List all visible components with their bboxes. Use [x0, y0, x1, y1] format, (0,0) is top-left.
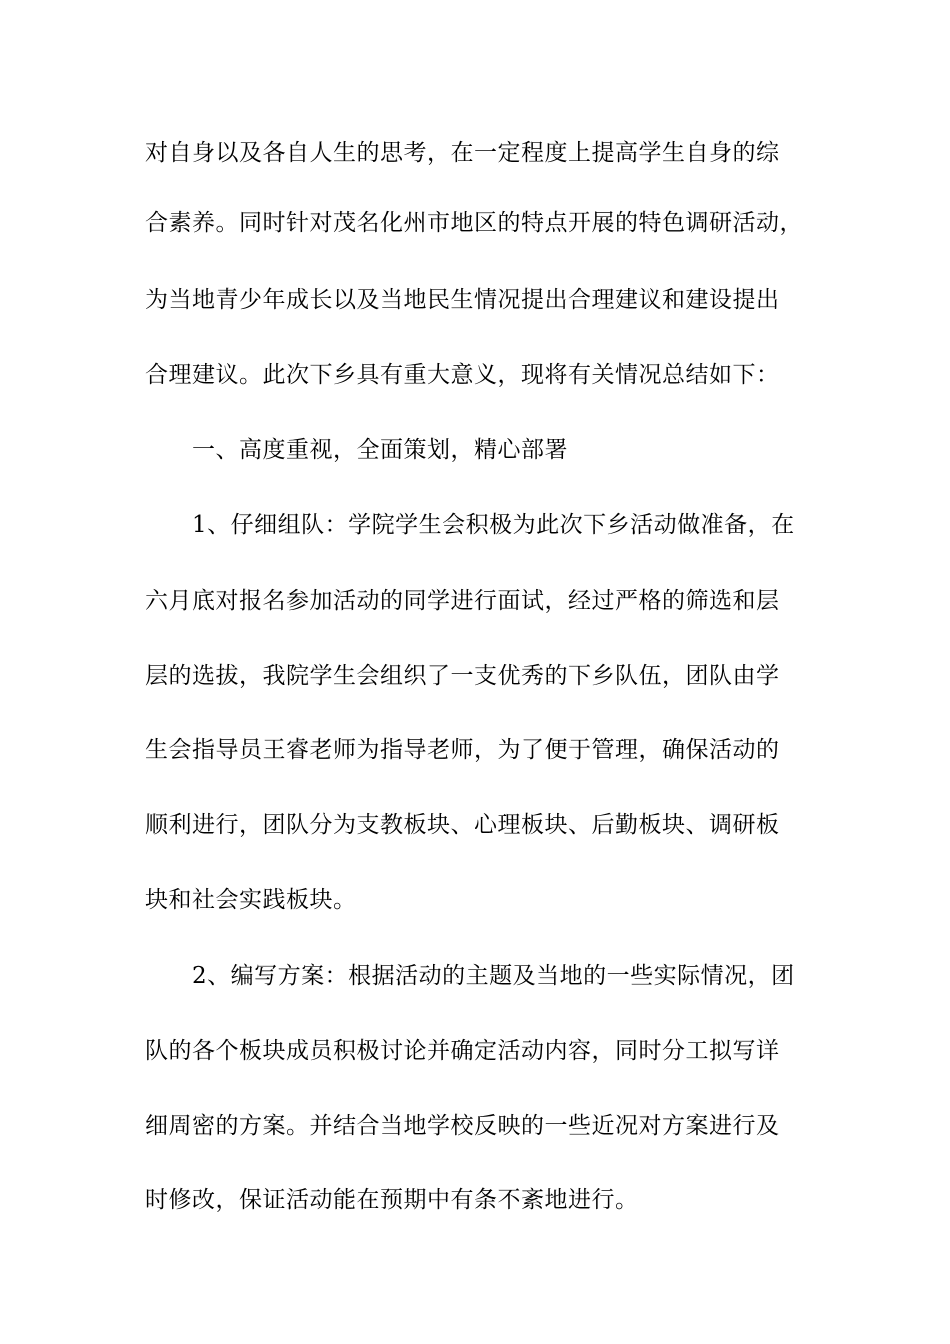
text-line: 六月底对报名参加活动的同学进行面试，经过严格的筛选和层	[145, 588, 780, 614]
text-line: 块和社会实践板块。	[145, 887, 357, 913]
text-line: 细周密的方案。并结合当地学校反映的一些近况对方案进行及	[145, 1113, 780, 1139]
text-line: 层的选拔，我院学生会组织了一支优秀的下乡队伍，团队由学	[145, 663, 780, 689]
text-line: 合素养。同时针对茂名化州市地区的特点开展的特色调研活动，	[145, 210, 803, 236]
text-line: 合理建议。此次下乡具有重大意义，现将有关情况总结如下：	[145, 362, 780, 388]
text-line: 对自身以及各自人生的思考，在一定程度上提高学生自身的综	[145, 140, 780, 166]
section-heading: 一、高度重视，全面策划，精心部署	[145, 437, 568, 463]
text-line: 1、仔细组队：学院学生会积极为此次下乡活动做准备，在	[145, 512, 795, 538]
text-line: 生会指导员王睿老师为指导老师，为了便于管理，确保活动的	[145, 737, 780, 763]
text-line: 队的各个板块成员积极讨论并确定活动内容，同时分工拟写详	[145, 1038, 780, 1064]
text-line: 时修改，保证活动能在预期中有条不紊地进行。	[145, 1187, 639, 1213]
text-line: 为当地青少年成长以及当地民生情况提出合理建议和建设提出	[145, 287, 780, 313]
text-line: 顺利进行，团队分为支教板块、心理板块、后勤板块、调研板	[145, 812, 780, 838]
text-line: 2、编写方案：根据活动的主题及当地的一些实际情况，团	[145, 963, 795, 989]
